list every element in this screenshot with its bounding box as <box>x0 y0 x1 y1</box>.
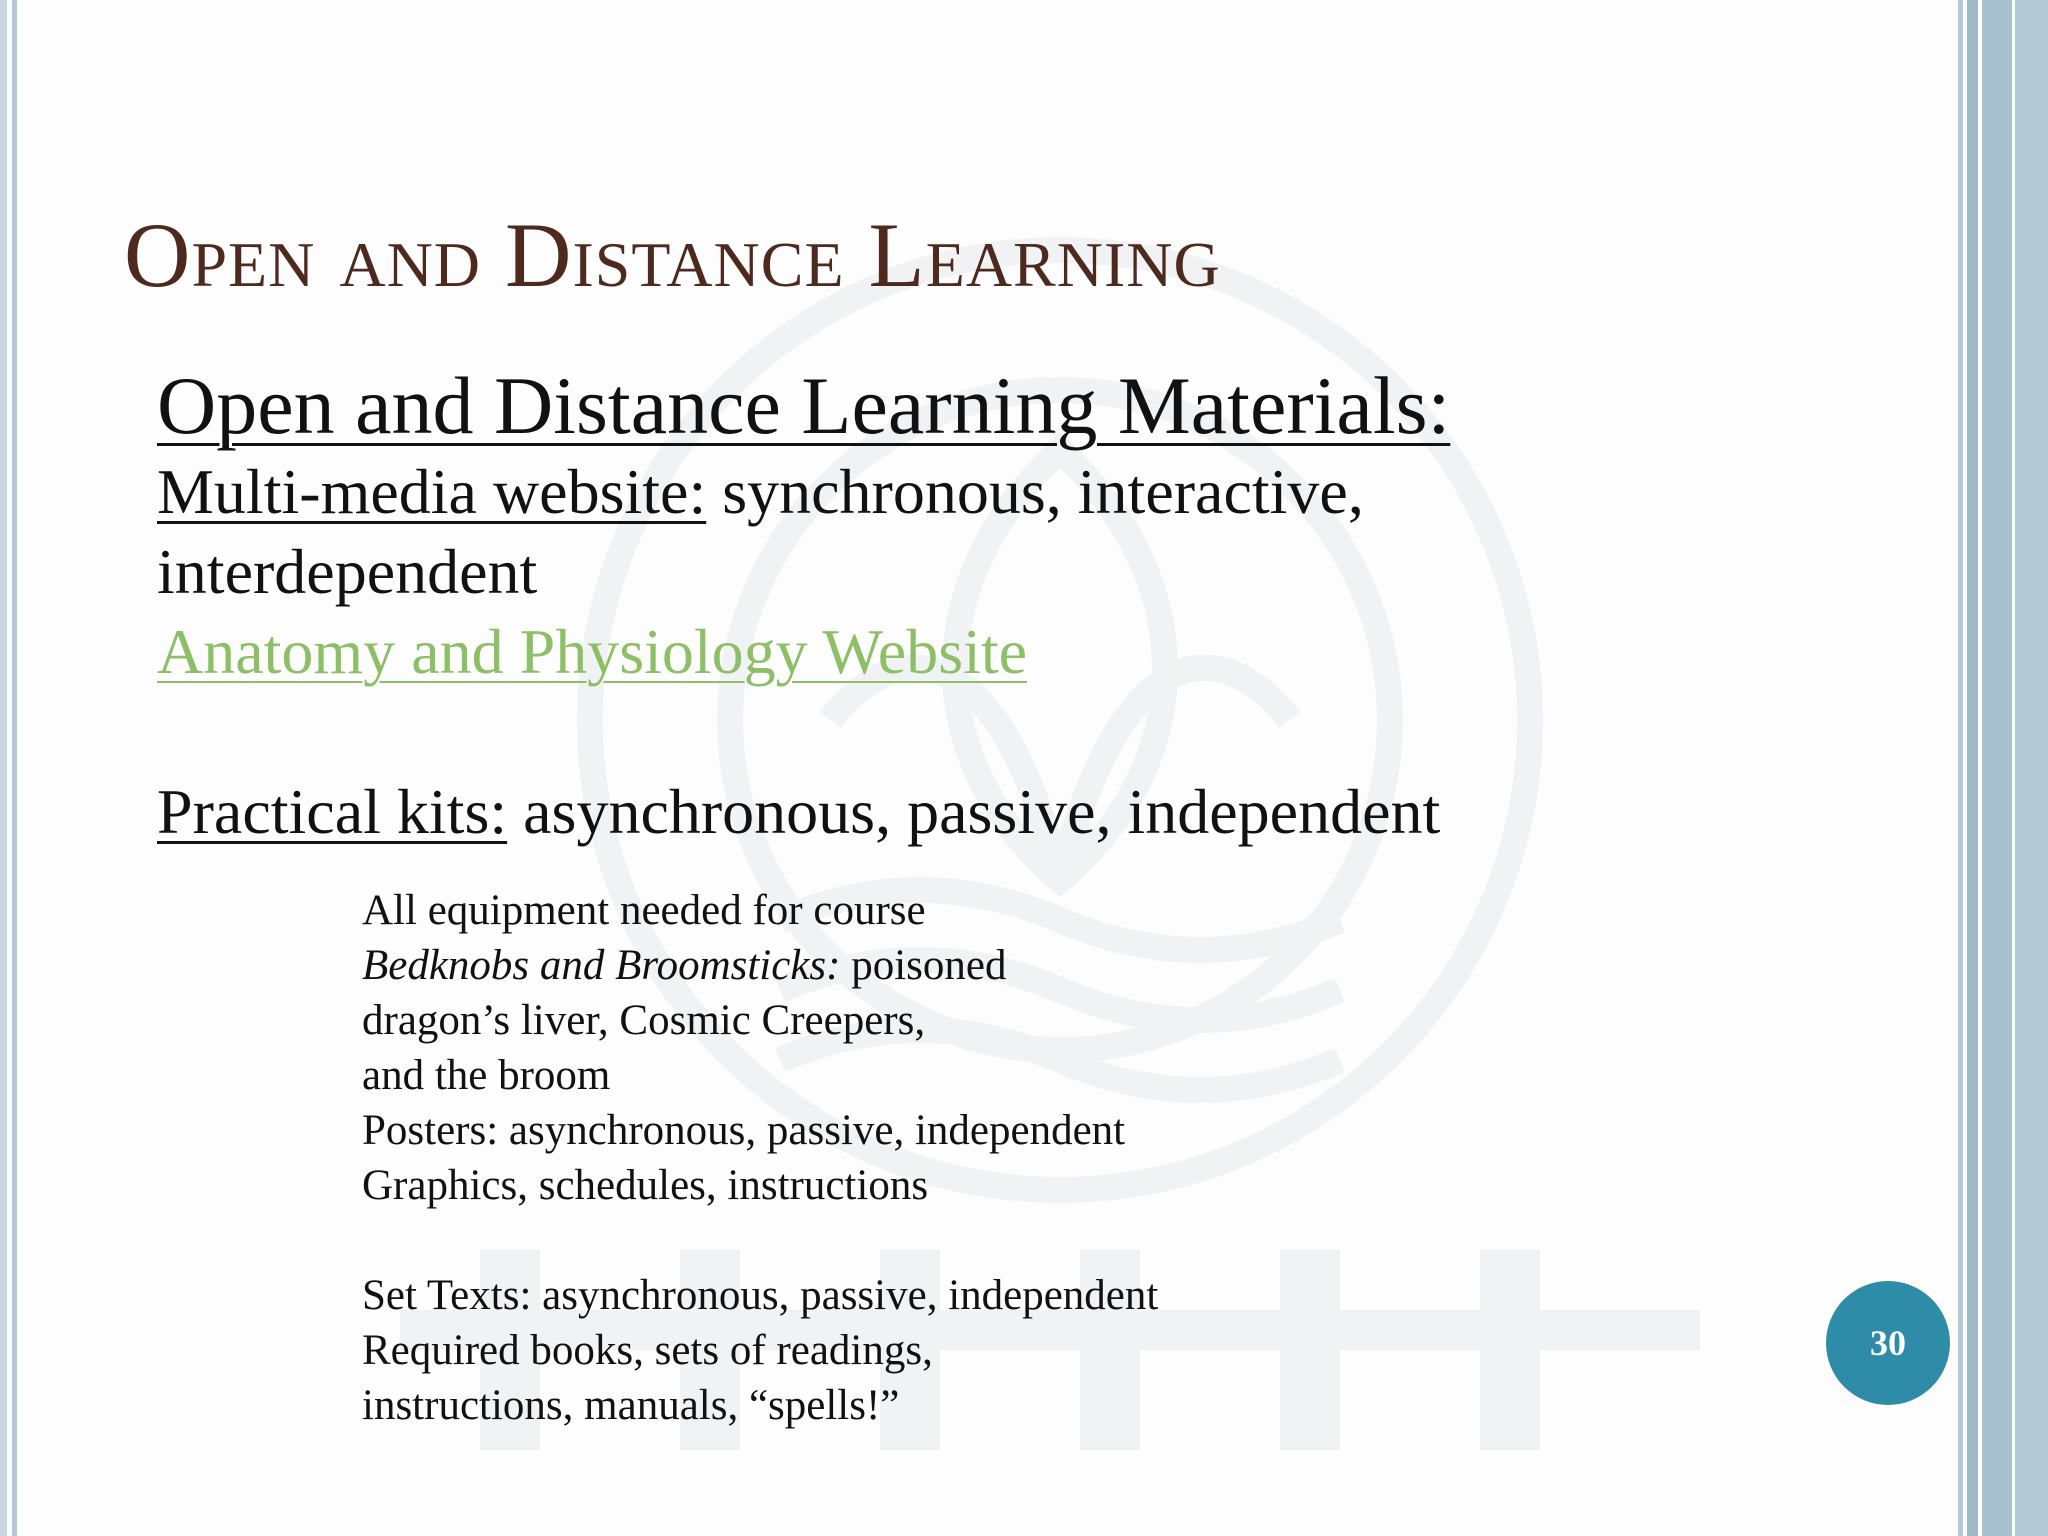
right-border-mid <box>1967 0 1978 1536</box>
multimedia-line <box>157 452 1857 532</box>
right-border-thin <box>1958 0 1963 1536</box>
right-border-outer <box>2015 0 2048 1536</box>
detail-line: Posters: asynchronous, passive, independent <box>362 1107 1126 1154</box>
kits-label: Practical kits: <box>157 776 508 847</box>
detail-line: Graphics, schedules, instructions <box>362 1162 929 1209</box>
details-block <box>362 883 1158 1433</box>
detail-line: Required books, sets of readings, <box>362 1327 933 1374</box>
slide-title: Open and Distance Learning <box>124 204 1221 306</box>
left-border <box>0 0 7 1536</box>
detail-line: All equipment needed for course <box>362 887 926 934</box>
detail-line: dragon’s liver, Cosmic Creepers, <box>362 997 926 1044</box>
right-border-wide <box>1982 0 2012 1536</box>
section-heading: Open and Distance Learning Materials: <box>157 360 1451 451</box>
detail-line: instructions, manuals, “spells!” <box>362 1382 900 1429</box>
spacer <box>362 1213 1158 1268</box>
book-title: Bedknobs and Broomsticks: <box>362 942 841 989</box>
detail-text: poisoned <box>840 942 1007 989</box>
multimedia-desc: synchronous, interactive, <box>706 456 1364 527</box>
anatomy-website-link[interactable]: Anatomy and Physiology Website <box>157 616 1028 687</box>
spacer <box>157 692 1857 772</box>
kits-desc: asynchronous, passive, independent <box>507 776 1441 847</box>
page-number-badge: 30 <box>1826 1281 1950 1405</box>
left-border-inner <box>12 0 17 1536</box>
main-content <box>157 360 1857 852</box>
link-line <box>157 612 1857 692</box>
multimedia-label: Multi-media website: <box>157 456 707 527</box>
kits-line <box>157 772 1857 852</box>
multimedia-desc-cont: interdependent <box>157 536 538 607</box>
detail-line: and the broom <box>362 1052 611 1099</box>
detail-line <box>362 938 1158 993</box>
detail-line: Set Texts: asynchronous, passive, independent <box>362 1272 1159 1319</box>
